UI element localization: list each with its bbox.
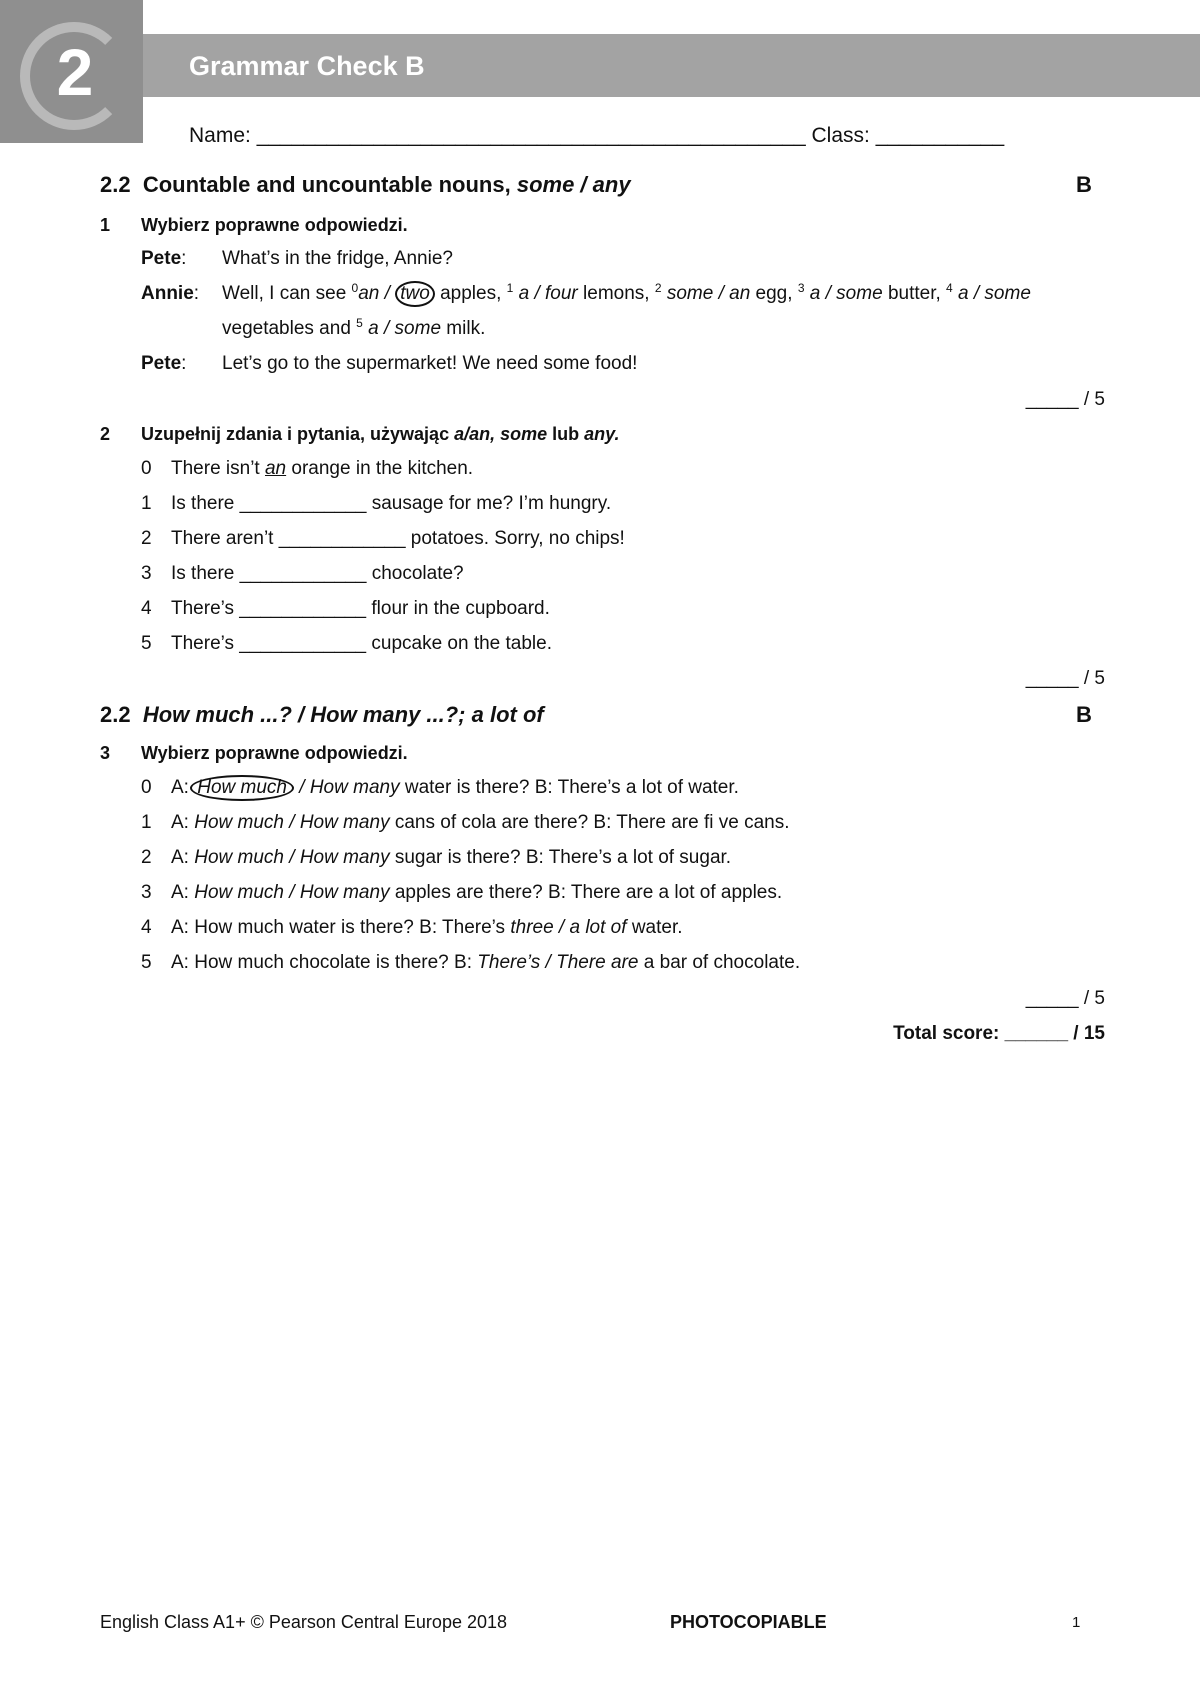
exercise2-item-2[interactable]: 2 There aren’t ____________ potatoes. Sorry, no chips! — [141, 528, 625, 549]
dialogue-text-3: Let’s go to the supermarket! We need some food! — [222, 353, 638, 374]
dialogue-line-1: Pete: — [141, 248, 187, 269]
options-item-4[interactable]: three / a lot of — [510, 917, 627, 938]
exercise3-item-3: 3 A: How much / How many apples are there? B: There are a lot of apples. — [141, 882, 783, 903]
exercise2-item-4[interactable]: 4 There’s ____________ flour in the cupboard. — [141, 598, 550, 619]
total-score-label: Total score: — [893, 1023, 1000, 1044]
option-0-a[interactable]: an / — [358, 283, 390, 304]
exercise3-item-1: 1 A: How much / How many cans of cola are there? B: There are fi ve cans. — [141, 812, 790, 833]
section1-number: 2.2 — [100, 172, 131, 197]
exercise2-item-1[interactable]: 1 Is there ____________ sausage for me? I’m hungry. — [141, 493, 612, 514]
exercise2-score: _____ / 5 — [1025, 668, 1105, 689]
option-2[interactable]: some / an — [666, 283, 751, 304]
exercise3-item-4: 4 A: How much water is there? B: There’s three / a lot of water. — [141, 917, 683, 938]
section1-title-italic: some / any — [516, 172, 631, 197]
exercise3-instruction: Wybierz poprawne odpowiedzi. — [141, 743, 408, 763]
unit-number: 2 — [56, 35, 94, 109]
exercise1-number: 1 — [100, 215, 111, 235]
exercise2-item-5[interactable]: 5 There’s ____________ cupcake on the table. — [141, 633, 553, 654]
total-score — [893, 1021, 1105, 1047]
page-title: Grammar Check B — [189, 51, 425, 81]
footer-copyright: English Class A1+ © Pearson Central Europe 2018 — [100, 1612, 508, 1632]
name-blank[interactable]: _______________________________________________ — [256, 124, 806, 147]
option-0-b-circled[interactable]: two — [395, 281, 435, 307]
exercise3-score: _____ / 5 — [1025, 988, 1105, 1009]
exercise3-number: 3 — [100, 743, 111, 763]
class-label: Class: — [811, 124, 870, 147]
option-1[interactable]: a / four — [518, 283, 578, 304]
option-5[interactable]: a / some — [368, 318, 442, 339]
dialogue-text-1: What’s in the fridge, Annie? — [222, 248, 453, 269]
exercise3-item-0: 0 A: How much / How many water is there? B: There’s a lot of water. — [141, 775, 739, 801]
section1-level: B — [1076, 172, 1092, 197]
exercise2-item-0: 0 There isn’t an orange in the kitchen. — [141, 458, 474, 479]
class-blank[interactable]: ___________ — [875, 124, 1005, 147]
option-4[interactable]: a / some — [958, 283, 1031, 304]
dialogue-line-3: Pete: — [141, 353, 187, 374]
section1-heading — [100, 171, 631, 199]
dialogue-line-2: Annie: — [141, 283, 200, 304]
exercise3-item-5: 5 A: How much chocolate is there? B: There’s / There are a bar of chocolate. — [141, 952, 801, 973]
option-how-much-circled[interactable]: How much — [190, 775, 294, 801]
student-info-line — [189, 122, 1004, 150]
exercise2-item-3[interactable]: 3 Is there ____________ chocolate? — [141, 563, 464, 584]
page-number: 1 — [1072, 1614, 1081, 1631]
exercise2-instruction: Uzupełnij zdania i pytania, używając a/an, some lub any. — [141, 424, 620, 444]
footer-photocopiable: PHOTOCOPIABLE — [670, 1612, 827, 1632]
options-item-1[interactable]: How much / How many — [194, 812, 390, 833]
total-score-value[interactable]: ______ / 15 — [1004, 1023, 1105, 1044]
example-answer: an — [264, 458, 287, 479]
options-item-3[interactable]: How much / How many — [194, 882, 390, 903]
speaker-pete: Pete — [141, 248, 182, 269]
section2-number: 2.2 — [100, 702, 131, 727]
options-item-2[interactable]: How much / How many — [194, 847, 390, 868]
name-label: Name: — [189, 124, 251, 147]
dialogue-text-2a: Well, I can see $^0$an / two apples, $^1$ a / four lemons, $^2$ some / an egg, $^3$ a / some butter, $^4$ a / some — [222, 281, 1031, 307]
options-item-5[interactable]: There’s / There are — [477, 952, 639, 973]
section2-title: How much ...? / How many ...?; a lot of — [142, 702, 544, 727]
option-3[interactable]: a / some — [809, 283, 883, 304]
exercise2-number: 2 — [100, 424, 111, 444]
dialogue-text-2b: vegetables and $^5$ a / some milk. — [222, 316, 486, 339]
section1-title: Countable and uncountable nouns, — [142, 172, 511, 197]
unit-badge — [0, 0, 143, 143]
exercise3-item-2: 2 A: How much / How many sugar is there? B: There’s a lot of sugar. — [141, 847, 732, 868]
section2-level: B — [1076, 702, 1092, 727]
exercise1-score: _____ / 5 — [1025, 389, 1105, 410]
exercise1-instruction: Wybierz poprawne odpowiedzi. — [141, 215, 408, 235]
speaker-annie: Annie — [141, 283, 194, 304]
section2-heading — [100, 701, 544, 729]
